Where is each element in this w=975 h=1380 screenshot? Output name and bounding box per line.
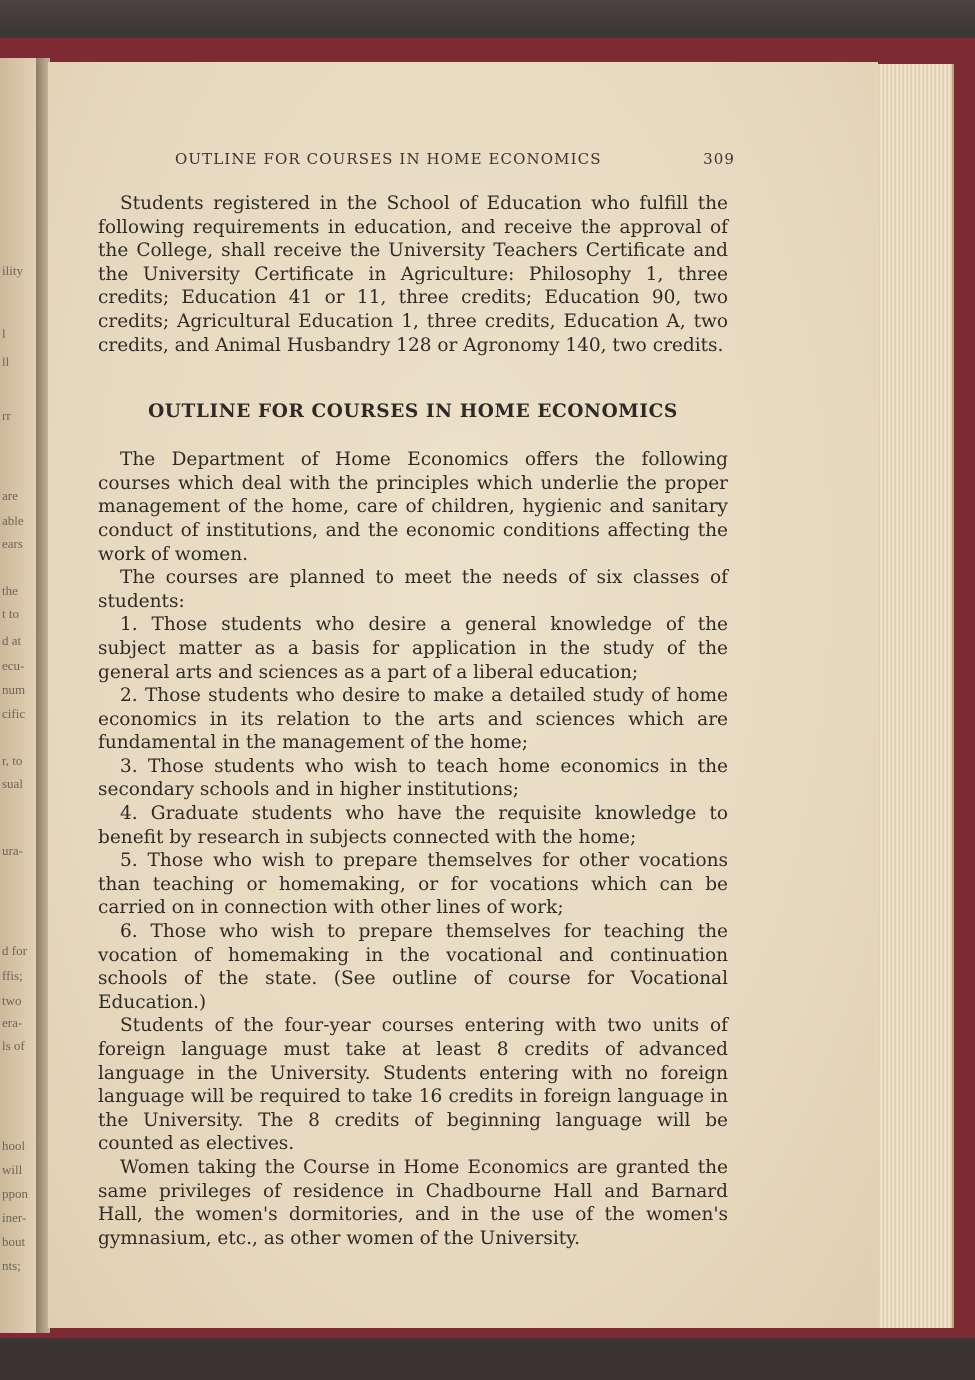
previous-page-fragment: nts; — [2, 1258, 21, 1273]
previous-page-fragment: ffis; — [2, 968, 23, 983]
previous-page-fragment: d at — [2, 633, 22, 648]
previous-page-fragment: ility — [2, 263, 23, 278]
page-number: 309 — [703, 150, 735, 168]
paragraph: The courses are planned to meet the needs of six classes of students: — [98, 567, 728, 612]
previous-page-fragment: ls of — [2, 1038, 25, 1053]
scan-background — [0, 0, 975, 40]
paragraph: The Department of Home Economics offers the following courses which deal with the principles which underlie the proper management of the home, care of children, hygienic and sanitary conduct of institutions, and the economic conditions affecting the work of women. — [98, 449, 728, 565]
previous-page-fragment: able — [2, 513, 24, 528]
list-item: 5. Those who wish to prepare themselves for other vocations than teaching or homemaking, or for vocations which can be carried on in connection with other lines of work; — [98, 850, 728, 919]
list-item: 2. Those students who desire to make a detailed study of home economics in its relation to the arts and sciences which are fundamental in the management of the home; — [98, 685, 728, 754]
page-body — [98, 192, 728, 1250]
previous-page-fragment: bout — [2, 1234, 26, 1249]
previous-page-fragment: will — [2, 1162, 23, 1177]
previous-page-fragment: hool — [2, 1138, 26, 1153]
list-item: 1. Those students who desire a general knowledge of the subject matter as a basis for application in the study of the general arts and sciences as a part of a liberal education; — [98, 614, 728, 683]
running-head-title: OUTLINE FOR COURSES IN HOME ECONOMICS — [175, 150, 602, 168]
previous-page-fragment: ura- — [2, 843, 23, 858]
previous-page-fragment: t to — [2, 606, 19, 621]
previous-page-fragment: ecu- — [2, 658, 25, 673]
previous-page-fragment: ppon — [2, 1186, 28, 1201]
intro-paragraph: Students registered in the School of Education who fulfill the following requirements in education, and receive the approval of the College, shall receive the University Teachers Certificate and the University Certificate in Agriculture: Philosophy 1, three credits; Education 41 or 11, three credits; Education 90, two credits; Agricultural Education 1, three credits, Education A, two credits, and Animal Husbandry 128 or Agronomy 140, two credits. — [98, 193, 728, 356]
previous-page-fragment: d for — [2, 943, 27, 958]
previous-page-fragment: cific — [2, 706, 26, 721]
list-item: 6. Those who wish to prepare themselves for teaching the vocation of homemaking in the vocational and continuation schools of the state. (See outline of course for Vocational Education.) — [98, 921, 728, 1013]
previous-page-fragment: two — [2, 993, 22, 1008]
previous-page-fragment: are — [2, 488, 18, 503]
page-edges — [872, 64, 954, 1328]
paragraph: Women taking the Course in Home Economics are granted the same privileges of residence in Chadbourne Hall and Barnard Hall, the women's dormitories, and in the use of the women's gymnasium, etc., as other women of the University. — [98, 1156, 728, 1249]
previous-page-fragment: r, to — [2, 753, 23, 768]
previous-page-fragment: rr — [2, 408, 11, 423]
list-item: 3. Those students who wish to teach home economics in the secondary schools and in higher institutions; — [98, 755, 728, 801]
previous-page-fragment: ears — [2, 536, 23, 551]
paragraph: Students of the four-year courses entering with two units of foreign language must take at least 8 credits of advanced language in the University. Students entering with no foreign language will be required to take 16 credits in foreign language in the University. The 8 credits of beginning language will be counted as electives. — [98, 1015, 728, 1155]
previous-page-fragment: l — [2, 326, 6, 341]
running-head — [175, 150, 735, 170]
section-heading: OUTLINE FOR COURSES IN HOME ECONOMICS — [148, 401, 678, 423]
list-item: 4. Graduate students who have the requisite knowledge to benefit by research in subjects connected with the home; — [98, 803, 728, 848]
previous-page-edge — [0, 58, 38, 1333]
previous-page-fragment: iner- — [2, 1210, 27, 1225]
previous-page-fragment: sual — [2, 776, 23, 791]
previous-page-fragment: ll — [2, 354, 10, 369]
previous-page-fragment: era- — [2, 1015, 23, 1030]
previous-page-fragment: num — [2, 682, 26, 697]
previous-page-fragment: the — [2, 583, 18, 598]
